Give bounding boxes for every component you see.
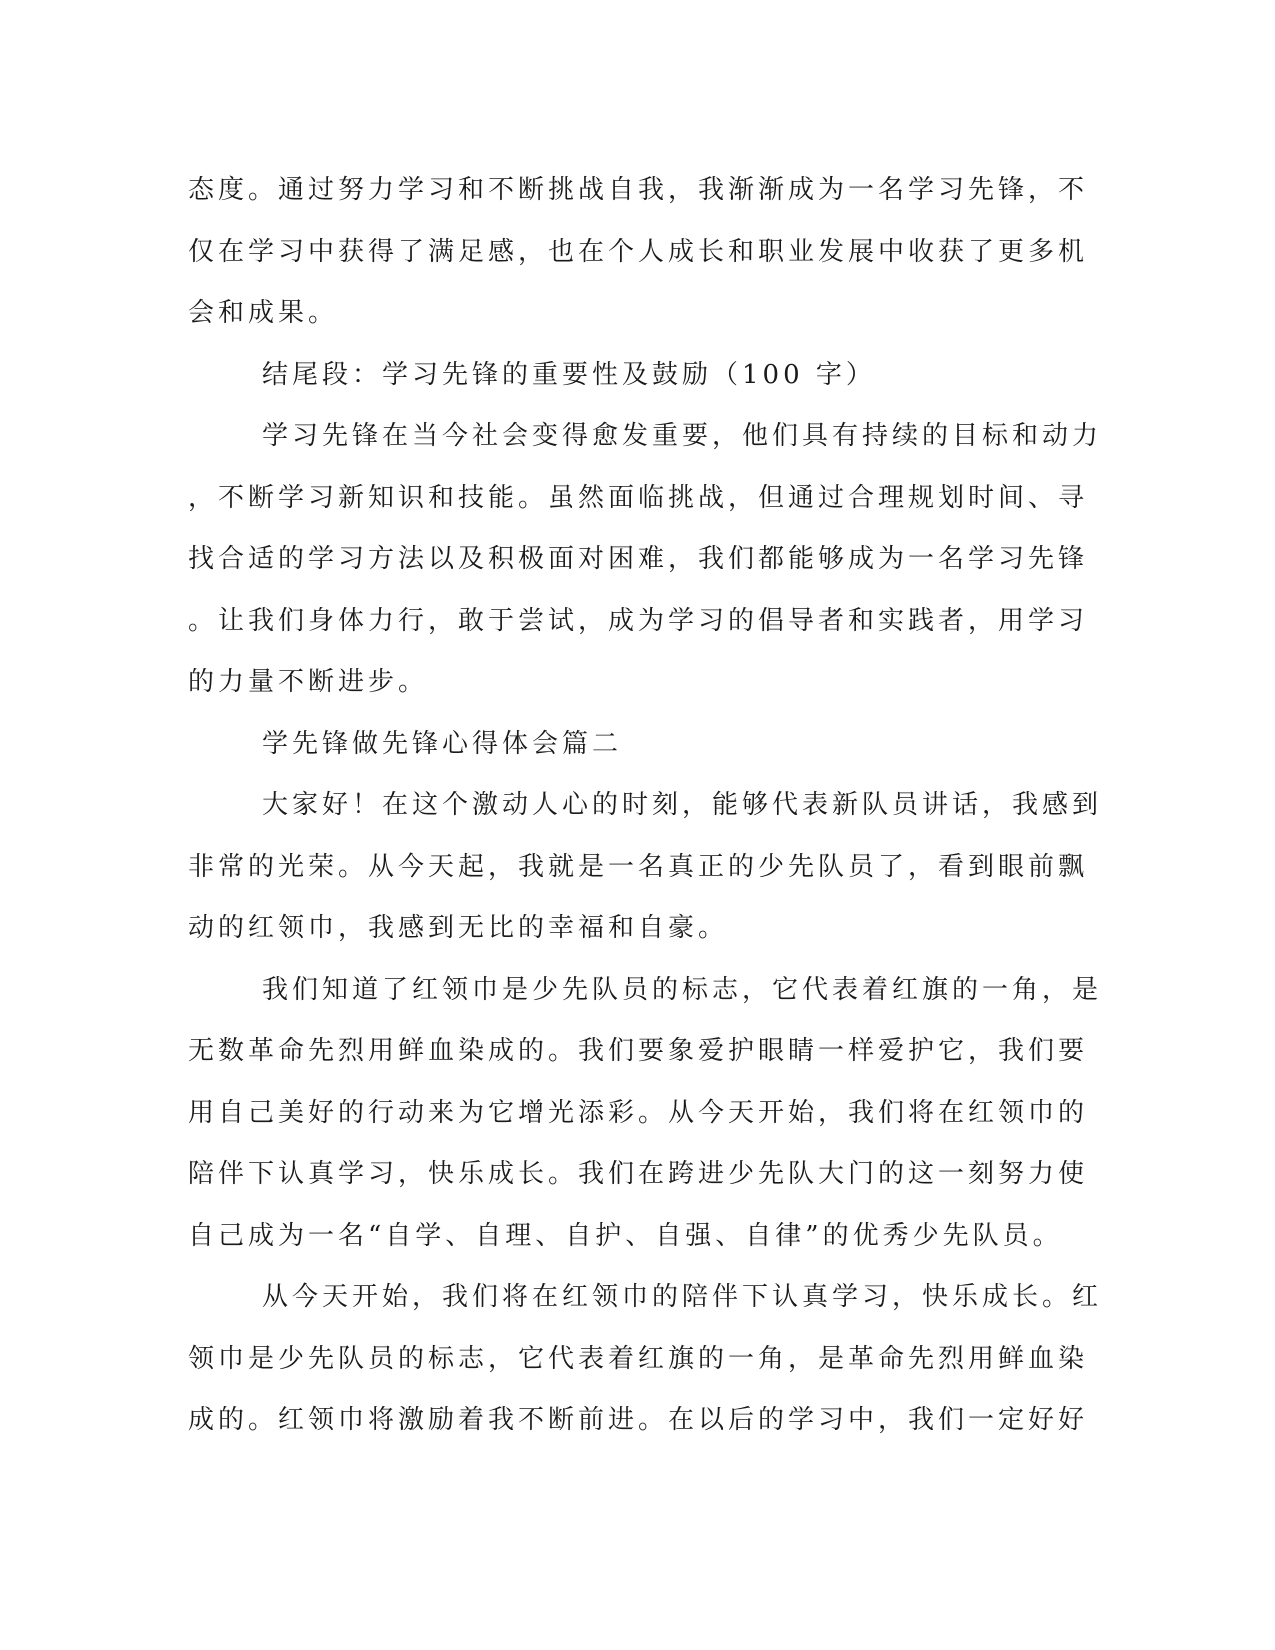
text-line: 从今天开始，我们将在红领巾的陪伴下认真学习，快乐成长。红 bbox=[262, 1282, 1103, 1312]
text-line: 态度。通过努力学习和不断挑战自我，我渐渐成为一名学习先锋，不 bbox=[188, 175, 1089, 205]
text-line: 大家好！在这个激动人心的时刻，能够代表新队员讲话，我感到 bbox=[262, 790, 1103, 820]
text-line: ，不断学习新知识和技能。虽然面临挑战，但通过合理规划时间、寻 bbox=[188, 482, 1089, 513]
text-line: 成的。红领巾将激励着我不断前进。在以后的学习中，我们一定好好 bbox=[188, 1405, 1089, 1435]
text-line: 无数革命先烈用鲜血染成的。我们要象爱护眼睛一样爱护它，我们要 bbox=[188, 1036, 1089, 1066]
text-line: 用自己美好的行动来为它增光添彩。从今天开始，我们将在红领巾的 bbox=[188, 1097, 1089, 1128]
text-line: 。让我们身体力行，敢于尝试，成为学习的倡导者和实践者，用学习 bbox=[188, 605, 1089, 636]
text-line: 的力量不断进步。 bbox=[188, 667, 429, 697]
text-line: 自己成为一名“自学、自理、自护、自强、自律”的优秀少先队员。 bbox=[188, 1220, 1063, 1251]
text-line: 非常的光荣。从今天起，我就是一名真正的少先队员了，看到眼前飘 bbox=[188, 851, 1089, 882]
text-line: 仅在学习中获得了满足感，也在个人成长和职业发展中收获了更多机 bbox=[188, 236, 1089, 267]
text-line: 动的红领巾，我感到无比的幸福和自豪。 bbox=[188, 913, 729, 943]
article-title: 学先锋做先锋心得体会篇二 bbox=[262, 728, 623, 759]
text-line: 陪伴下认真学习，快乐成长。我们在跨进少先队大门的这一刻努力使 bbox=[188, 1159, 1089, 1189]
text-line: 学习先锋在当今社会变得愈发重要，他们具有持续的目标和动力 bbox=[262, 421, 1103, 451]
text-line: 领巾是少先队员的标志，它代表着红旗的一角，是革命先烈用鲜血染 bbox=[188, 1343, 1089, 1374]
text-line: 我们知道了红领巾是少先队员的标志，它代表着红旗的一角，是 bbox=[262, 974, 1103, 1005]
text-line: 找合适的学习方法以及积极面对困难，我们都能够成为一名学习先锋 bbox=[188, 544, 1089, 574]
document-body bbox=[188, 160, 1103, 1452]
text-line: 会和成果。 bbox=[188, 298, 339, 328]
section-heading: 结尾段：学习先锋的重要性及鼓励（100 字） bbox=[262, 359, 876, 390]
